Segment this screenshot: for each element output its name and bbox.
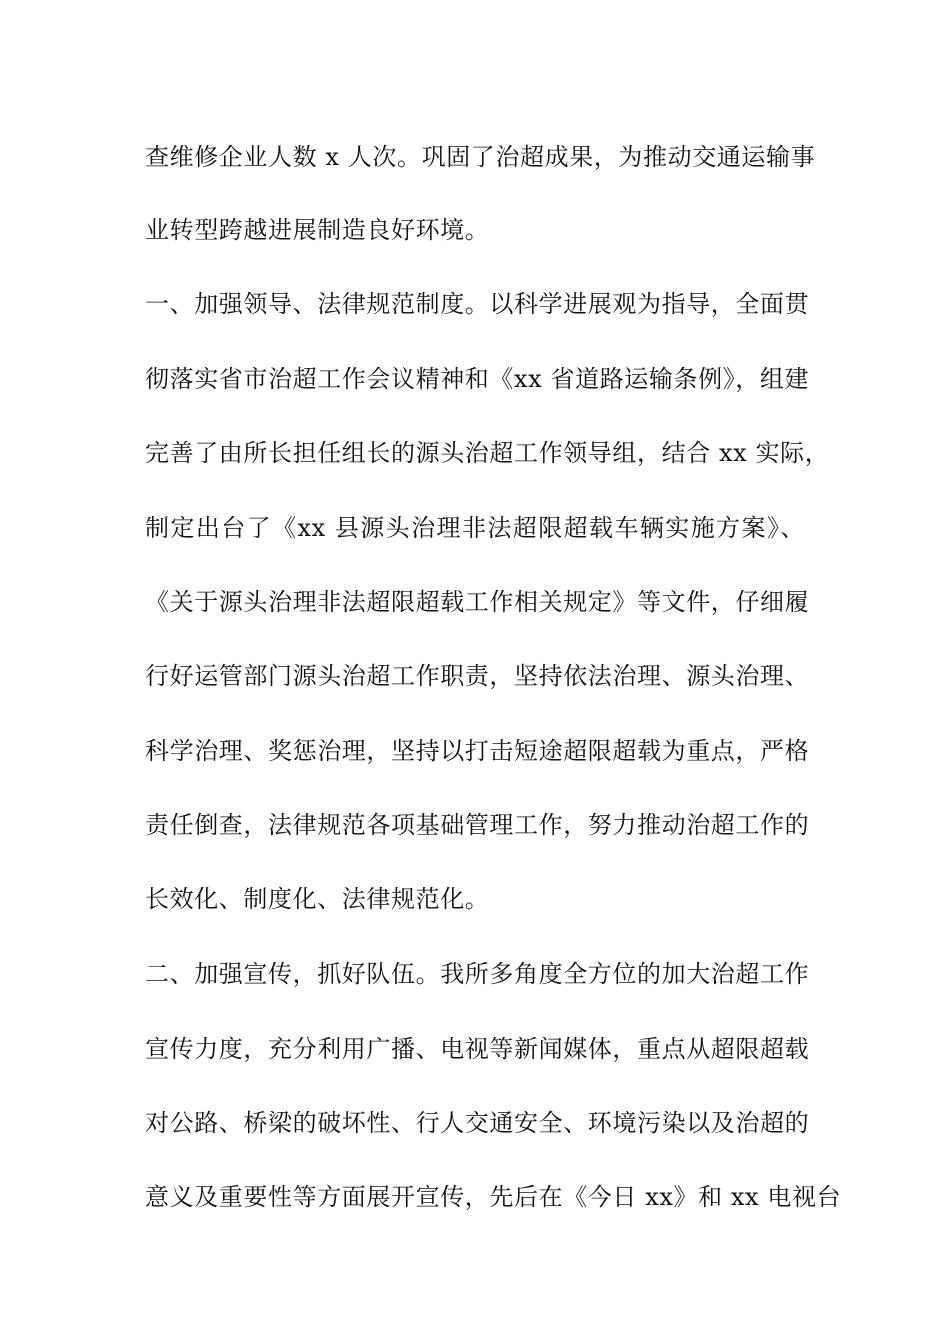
text-line: 完善了由所长担任组长的源头治超工作领导组，结合 xx 实际， [145, 439, 830, 467]
text-line: 一、加强领导、法律规范制度。以科学进展观为指导，全面贯 [145, 290, 810, 318]
text-line: 彻落实省市治超工作会议精神和《xx 省道路运输条例》，组建 [145, 365, 810, 393]
text-line: 长效化、制度化、法律规范化。 [145, 885, 490, 913]
text-line: 查维修企业人数 x 人次。巩固了治超成果，为推动交通运输事 [145, 143, 816, 171]
text-line: 业转型跨越进展制造良好环境。 [145, 216, 490, 244]
text-line: 责任倒查，法律规范各项基础管理工作，努力推动治超工作的 [145, 811, 810, 839]
text-line: 《关于源头治理非法超限超载工作相关规定》等文件，仔细履 [145, 588, 810, 616]
text-line: 二、加强宣传，抓好队伍。我所多角度全方位的加大治超工作 [145, 960, 810, 988]
text-line: 宣传力度，充分利用广播、电视等新闻媒体，重点从超限超载 [145, 1035, 810, 1063]
text-line: 对公路、桥梁的破坏性、行人交通安全、环境污染以及治超的 [145, 1109, 810, 1137]
text-line: 意义及重要性等方面展开宣传，先后在《今日 xx》和 xx 电视台 [145, 1183, 842, 1211]
text-line: 行好运管部门源头治超工作职责，坚持依法治理、源头治理、 [145, 662, 810, 690]
text-line: 制定出台了《xx 县源头治理非法超限超载车辆实施方案》、 [145, 514, 805, 542]
text-line: 科学治理、奖惩治理，坚持以打击短途超限超载为重点，严格 [145, 737, 810, 765]
